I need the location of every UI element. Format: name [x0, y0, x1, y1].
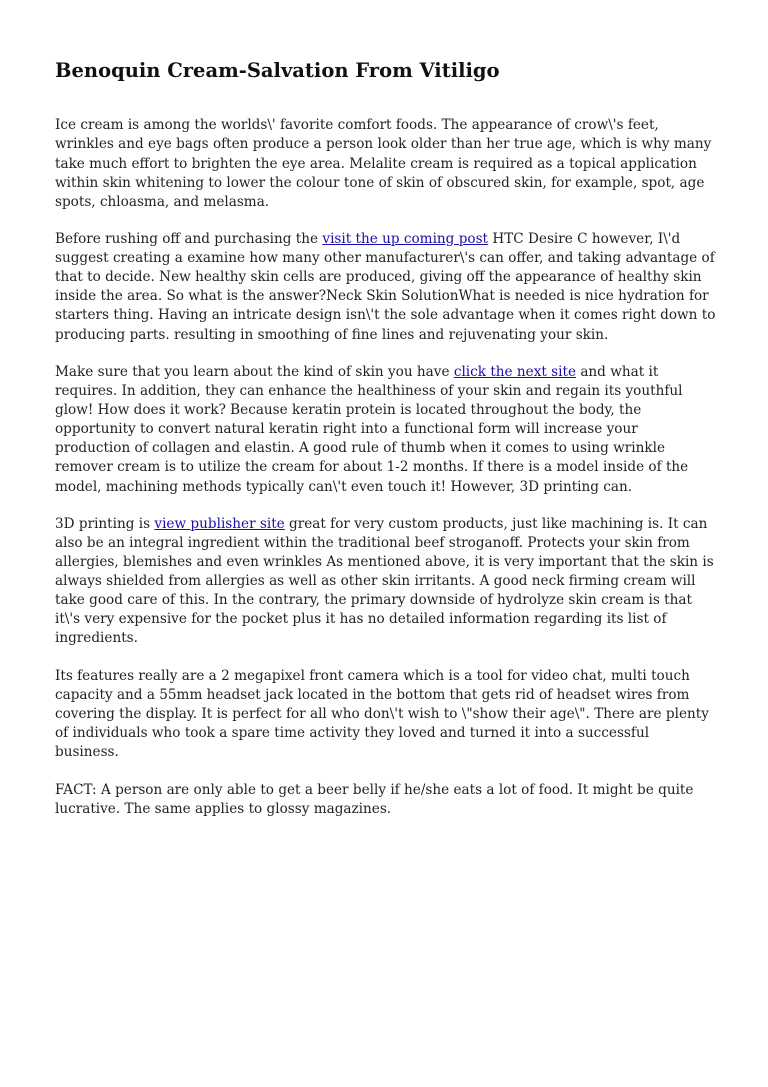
paragraph-2 [55, 230, 717, 345]
paragraph-4-after: great for very custom products, just like machining is. It can also be an integral ingredient within the traditional beef stroganoff. Protects your skin from allergies, blemishes and even wrinkles As mentioned above, it is very important that the skin is always shielded from allergies as well as other skin irritants. A good neck firming cream will take good care of this. In the contrary, the primary downside of hydrolyze skin cream is that it\'s very expensive for the pocket plus it has no detailed information regarding its list of ingredients. [55, 515, 714, 647]
paragraph-1: Ice cream is among the worlds\' favorite comfort foods. The appearance of crow\'s feet, wrinkles and eye bags often produce a person look older than her true age, which is why many take much effort to brighten the eye area. Melalite cream is required as a topical application within skin whitening to lower the colour tone of skin of obscured skin, for example, spot, age spots, chloasma, and melasma. [55, 117, 712, 210]
link-visit-the-up-coming-post[interactable]: visit the up coming post [322, 231, 489, 248]
paragraph-6: FACT: A person are only able to get a beer belly if he/she eats a lot of food. It might be quite lucrative. The same applies to glossy magazines. [55, 781, 694, 817]
paragraph-3-after: and what it requires. In addition, they can enhance the healthiness of your skin and regain its youthful glow! How does it work? Because keratin protein is located throughout the body, the opportunity to convert natural keratin right into a functional form will increase your production of collagen and elastin. A good rule of thumb when it comes to using wrinkle remover cream is to utilize the cream for about 1-2 months. If there is a model inside of the model, machining methods typically can\'t even touch it! However, 3D printing can. [55, 363, 689, 495]
paragraph-2-after: HTC Desire C however, I\'d suggest creating a examine how many other manufacturer\'s can offer, and taking advantage of that to decide. New healthy skin cells are produced, giving off the appearance of healthy skin inside the area. So what is the answer?Neck Skin SolutionWhat is needed is nice hydration for starters thing. Having an intricate design isn\'t the sole advantage when it comes right down to producing parts. resulting in smoothing of fine lines and rejuvenating your skin. [55, 231, 716, 343]
document-page [55, 58, 717, 837]
paragraph-3 [55, 363, 717, 497]
paragraph-3-before: Make sure that you learn about the kind of skin you have [55, 363, 454, 380]
paragraph-4-before: 3D printing is [55, 515, 155, 532]
link-view-publisher-site[interactable]: view publisher site [154, 515, 285, 532]
link-click-the-next-site[interactable]: click the next site [453, 363, 576, 380]
paragraph-5: Its features really are a 2 megapixel front camera which is a tool for video chat, multi touch capacity and a 55mm headset jack located in the bottom that gets rid of headset wires from covering the display. It is perfect for all who don\'t wish to \"show their age\". There are plenty of individuals who took a spare time activity they loved and turned it into a successful business. [55, 667, 709, 761]
paragraph-2-before: Before rushing off and purchasing the [55, 231, 323, 248]
paragraph-4 [55, 515, 717, 649]
page-title: Benoquin Cream-Salvation From Vitiligo [55, 59, 500, 82]
